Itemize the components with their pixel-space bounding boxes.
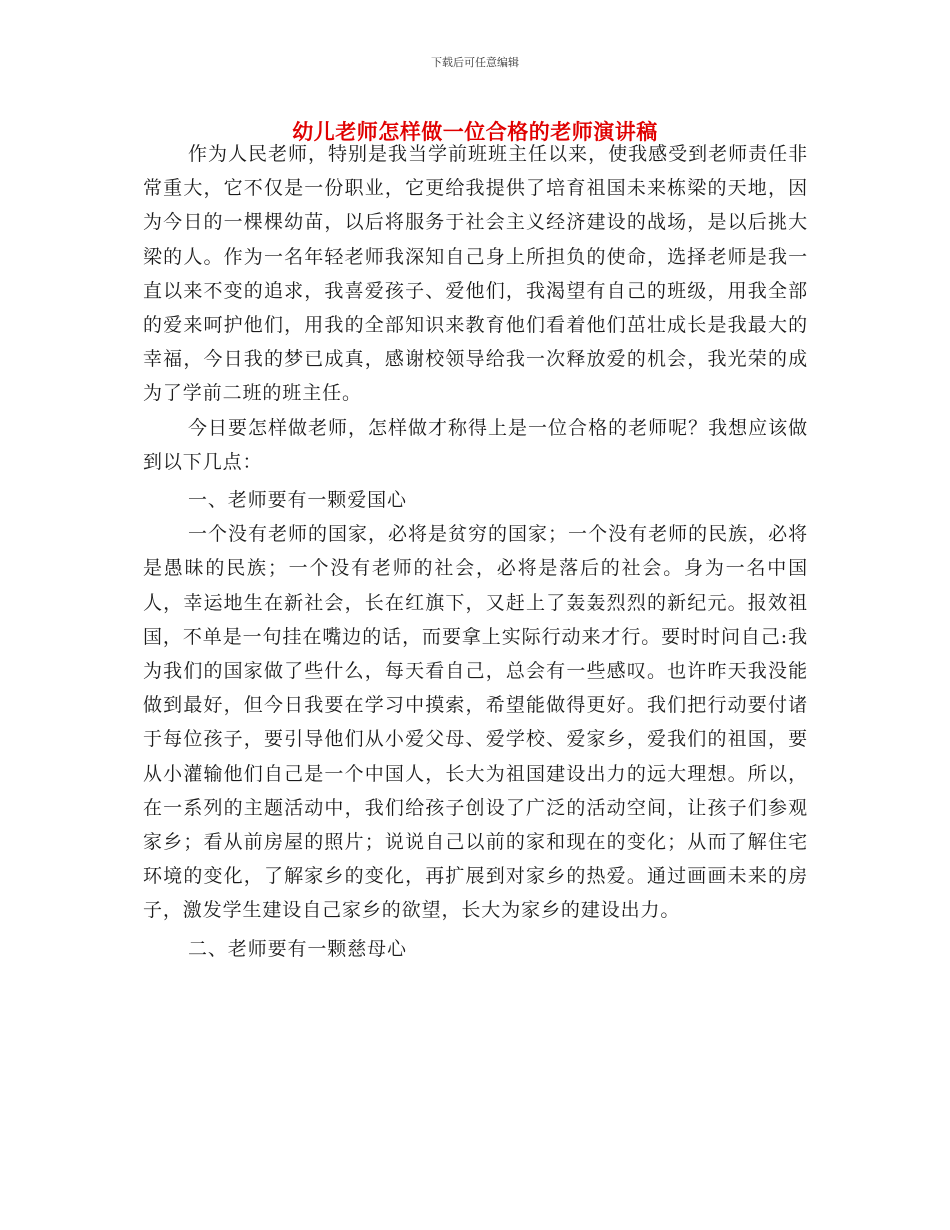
paragraph-question: 今日要怎样做老师，怎样做才称得上是一位合格的老师呢？我想应该做到以下几点： — [143, 416, 808, 473]
section-heading-2: 二、老师要有一颗慈母心 — [188, 937, 407, 960]
paragraph-section-1: 一个没有老师的国家，必将是贫穷的国家；一个没有老师的民族，必将是愚昧的民族；一个没有老师的社会，必将是落后的社会。身为一名中国人，幸运地生在新社会，长在红旗下，又赶上了轰轰烈烈的新纪元。报效祖国，不单是一句挂在嘴边的话，而要拿上实际行动来才行。要时时问自己:我为我们的国家做了些什么，每天看自己，总会有一些感叹。也许昨天我没能做到最好，但今日我要在学习中摸索，希望能做得更好。我们把行动要付诸于每位孩子，要引导他们从小爱父母、爱学校、爱家乡，爱我们的祖国，要从小灌输他们自己是一个中国人，长大为祖国建设出力的远大理想。所以，在一系列的主题活动中，我们给孩子创设了广泛的活动空间，让孩子们参观家乡；看从前房屋的照片；说说自己以前的家和现在的变化；从而了解住宅环境的变化，了解家乡的变化，再扩展到对家乡的热爱。通过画画未来的房子，激发学生建设自己家乡的欲望，长大为家乡的建设出力。 — [143, 523, 808, 922]
section-heading-1: 一、老师要有一颗爱国心 — [188, 489, 407, 512]
paragraph-intro: 作为人民老师，特别是我当学前班班主任以来，使我感受到老师责任非常重大，它不仅是一份职业，它更给我提供了培育祖国未来栋梁的天地，因为今日的一棵棵幼苗，以后将服务于社会主义经济建设的战场，是以后挑大梁的人。作为一名年轻老师我深知自己身上所担负的使命，选择老师是我一直以来不变的追求，我喜爱孩子、爱他们，我渴望有自己的班级，用我全部的爱来呵护他们，用我的全部知识来教育他们看着他们茁壮成长是我最大的幸福，今日我的梦已成真，感谢校领导给我一次释放爱的机会，我光荣的成为了学前二班的班主任。 — [143, 143, 808, 405]
document-body — [143, 137, 808, 966]
document-title: 幼儿老师怎样做一位合格的老师演讲稿 — [292, 120, 658, 144]
header-note: 下载后可任意编辑 — [431, 56, 519, 69]
